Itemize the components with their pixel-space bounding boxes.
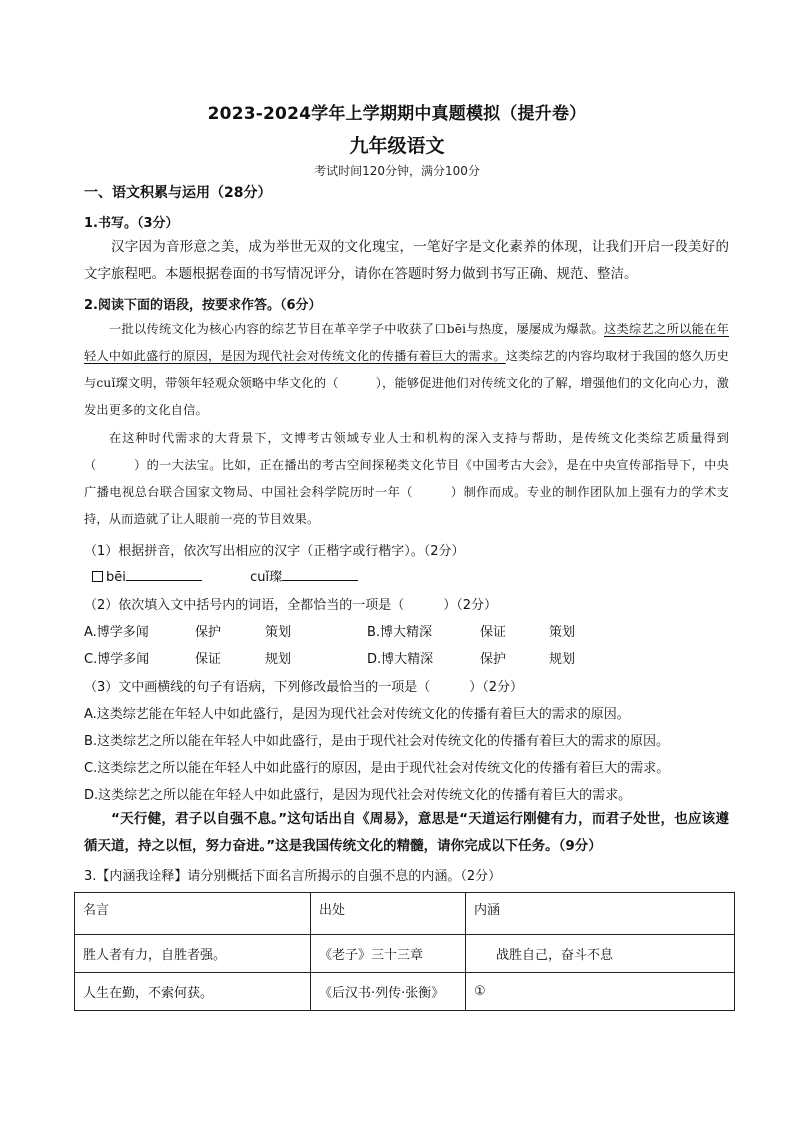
- option-2d-word1: D.博大精深: [367, 652, 434, 667]
- question-3-heading: 3.【内涵我诠释】请分别概括下面名言所揭示的自强不息的内涵。（2分）: [84, 869, 502, 884]
- passage-underlined-sentence: 这类综艺之所以能在年轻人中如此盛行的原因，是因为现代社会对传统文化的传播有着巨大的需求。: [84, 322, 729, 363]
- header-source: 出处: [311, 893, 466, 935]
- option-2c-word2: 保证: [195, 652, 222, 667]
- answer-blank-2[interactable]: [282, 566, 358, 581]
- source-cell: 《老子》三十三章: [311, 935, 466, 973]
- subject-title: 九年级语文: [349, 135, 445, 157]
- exam-info: 考试时间120分钟，满分100分: [314, 164, 480, 178]
- header-quote: 名言: [75, 893, 311, 935]
- quote-intro-paragraph: “天行健，君子以自强不息。”这句话出自《周易》，意思是“天道运行刚健有力，而君子处世，也应该遵循天道，持之以恒，努力奋进。”这是我国传统文化的精髓，请你完成以下任务。（9分）: [84, 811, 729, 854]
- question-2-heading: 2.阅读下面的语段，按要求作答。（6分）: [84, 298, 322, 313]
- quotes-table: [74, 892, 735, 1011]
- table-row: [75, 935, 735, 973]
- option-2b-word3: 策划: [549, 625, 576, 640]
- option-2b-word1: B.博大精深: [367, 625, 433, 640]
- blank-box-icon: [92, 571, 103, 582]
- table-header-row: [75, 893, 735, 935]
- section-heading: 一、语文积累与运用（28分）: [84, 185, 272, 201]
- option-3c: C.这类综艺之所以能在年轻人中如此盛行的原因，是由于现代社会对传统文化的传播有着巨大的需求。: [84, 761, 670, 776]
- sub-question-1: （1）根据拼音，依次写出相应的汉字（正楷字或行楷字）。（2分）: [84, 544, 465, 559]
- option-3b: B.这类综艺之所以能在年轻人中如此盛行，是由于现代社会对传统文化的传播有着巨大的需求的原因。: [84, 734, 670, 749]
- pinyin-answer-line: [92, 566, 358, 585]
- option-2d-word2: 保护: [480, 652, 507, 667]
- pinyin-2: cuǐ璨: [250, 570, 283, 585]
- table-row: [75, 973, 735, 1011]
- option-2a-word1: A.博学多闻: [84, 625, 149, 640]
- quote-cell: 人生在勤，不索何获。: [75, 973, 311, 1011]
- sub-question-3: （3）文中画横线的句子有语病，下列修改最恰当的一项是（ ）（2分）: [84, 680, 524, 695]
- question-1-text: 汉字因为音形意之美，成为举世无双的文化瑰宝，一笔好字是文化素养的体现，让我们开启一段美好的文字旅程吧。本题根据卷面的书写情况评分，请你在答题时努力做到书写正确、规范、整洁。: [84, 239, 729, 282]
- option-2a-word2: 保护: [195, 625, 222, 640]
- passage-text-after: 这类综艺的内容均取材于我国的悠久历史与cuǐ璨文明，带领年轻观众领略中华文化的（ ），能够促进他们对传统文化的了解，增强他们的文化向心力，激发出更多的文化自信。: [84, 349, 729, 417]
- meaning-cell: 战胜自己，奋斗不息: [466, 935, 735, 973]
- option-2c-word3: 规划: [265, 652, 292, 667]
- option-2c-word1: C.博学多闻: [84, 652, 150, 667]
- option-2a-word3: 策划: [265, 625, 292, 640]
- meaning-answer-cell[interactable]: ①: [466, 973, 735, 1011]
- passage-text-before: 一批以传统文化为核心内容的综艺节目在革辛学子中收获了口bēi与热度，屡屡成为爆款。: [109, 322, 605, 336]
- reading-passage-paragraph-1: [84, 316, 729, 424]
- quote-cell: 胜人者有力，自胜者强。: [75, 935, 311, 973]
- option-3d: D.这类综艺之所以能在年轻人中如此盛行，是因为现代社会对传统文化的传播有着巨大的需求。: [84, 788, 632, 803]
- header-meaning: 内涵: [466, 893, 735, 935]
- answer-blank-1[interactable]: [126, 566, 202, 581]
- option-3a: A.这类综艺能在年轻人中如此盛行，是因为现代社会对传统文化的传播有着巨大的需求的原因。: [84, 707, 630, 722]
- question-1-heading: 1.书写。（3分）: [84, 216, 179, 231]
- reading-passage-paragraph-2: 在这种时代需求的大背景下，文博考古领域专业人士和机构的深入支持与帮助，是传统文化类综艺质量得到（ ）的一大法宝。比如，正在播出的考古空间探秘类文化节目《中国考古大会》，是在中央宣传部指导下，中央广播电视总台联合国家文物局、中国社会科学院历时一年（ ）制作而成。专业的制作团队加上强有力的学术支持，从而造就了让人眼前一亮的节目效果。: [84, 431, 729, 526]
- sub-question-2: （2）依次填入文中括号内的词语，全都恰当的一项是（ ）（2分）: [84, 598, 498, 613]
- option-2d-word3: 规划: [549, 652, 576, 667]
- option-2b-word2: 保证: [480, 625, 507, 640]
- pinyin-1: bēi: [106, 570, 126, 585]
- exam-title: 2023-2024学年上学期期中真题模拟（提升卷）: [207, 104, 587, 124]
- source-cell: 《后汉书·列传·张衡》: [311, 973, 466, 1011]
